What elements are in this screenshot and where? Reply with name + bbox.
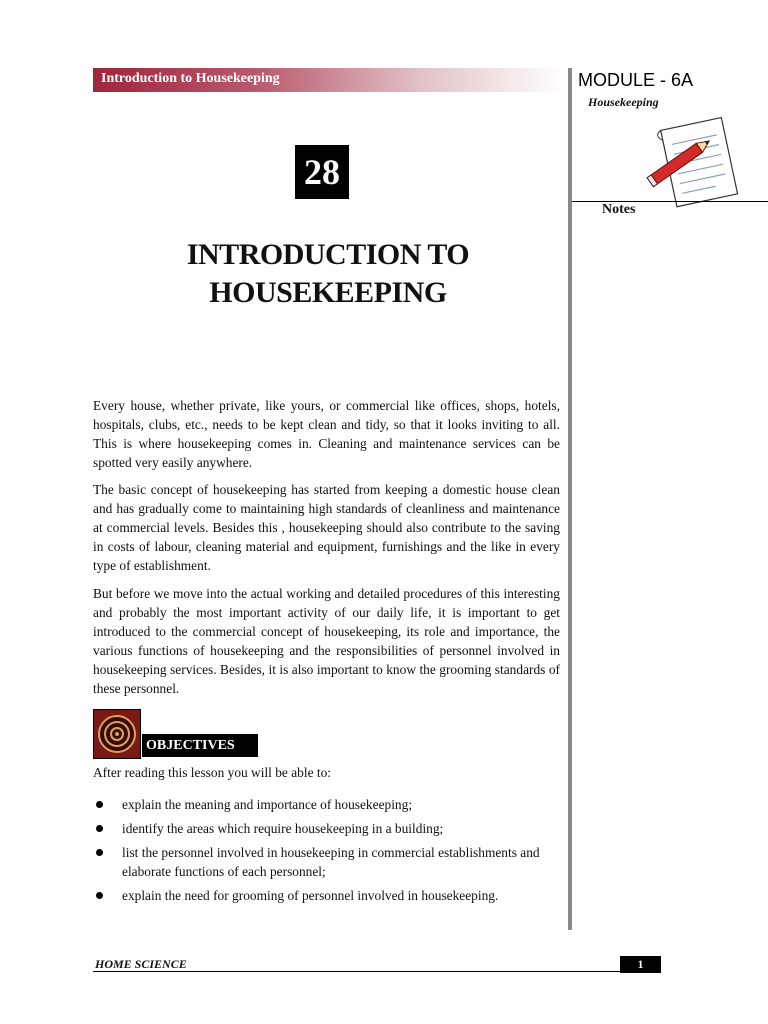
module-subject: Housekeeping <box>588 95 659 109</box>
objectives-label: OBJECTIVES <box>142 734 258 757</box>
intro-paragraph-2: The basic concept of housekeeping has started from keeping a domestic house clean and has gradually come to maintaining high standards of cleanliness and maintenance at commercial levels. Besides this , housekeeping should also contribute to the saving in costs of labour, cleaning material and equipment, furnishings and the like in every type of establishment. <box>93 482 560 573</box>
intro-paragraph-1: Every house, whether private, like yours, or commercial like offices, shops, hotels, hospitals, clubs, etc., needs to be kept clean and tidy, so that it looks inviting to all. This is where housekeeping comes in. Cleaning and maintenance services can be spotted very easily anywhere. <box>93 398 560 470</box>
running-header <box>93 68 563 92</box>
page-number: 1 <box>620 956 661 973</box>
objectives-intro: After reading this lesson you will be able to: <box>93 765 332 780</box>
notes-pencil-icon <box>640 112 745 212</box>
target-icon <box>93 709 141 759</box>
chapter-number: 28 <box>295 145 349 199</box>
footer-rule <box>93 971 661 972</box>
chapter-title-line1: INTRODUCTION TO <box>186 238 470 271</box>
chapter-title-line2: HOUSEKEEPING <box>209 276 447 309</box>
notes-label: Notes <box>598 202 639 218</box>
running-header-title: Introduction to Housekeeping <box>101 71 280 86</box>
objective-item: identify the areas which require housekeeping in a building; <box>93 819 563 838</box>
objective-item: list the personnel involved in housekeeping in commercial establishments and elaborate functions of each personnel; <box>93 843 563 881</box>
objectives-list <box>93 795 563 910</box>
objective-item: explain the meaning and importance of housekeeping; <box>93 795 563 814</box>
chapter-title <box>93 236 563 312</box>
module-label: MODULE - 6A <box>578 70 694 90</box>
objective-item: explain the need for grooming of personnel involved in housekeeping. <box>93 886 563 905</box>
margin-divider <box>568 68 572 930</box>
intro-paragraph-3: But before we move into the actual working and detailed procedures of this interesting and probably the most important activity of our daily life, it is important to get introduced to the commercial concept of housekeeping, its role and importance, the various functions of housekeeping and the responsibilities of personnel involved in housekeeping services. Besides, it is also important to know the grooming standards of these personnel. <box>93 586 560 696</box>
footer-subject: HOME SCIENCE <box>95 957 187 971</box>
